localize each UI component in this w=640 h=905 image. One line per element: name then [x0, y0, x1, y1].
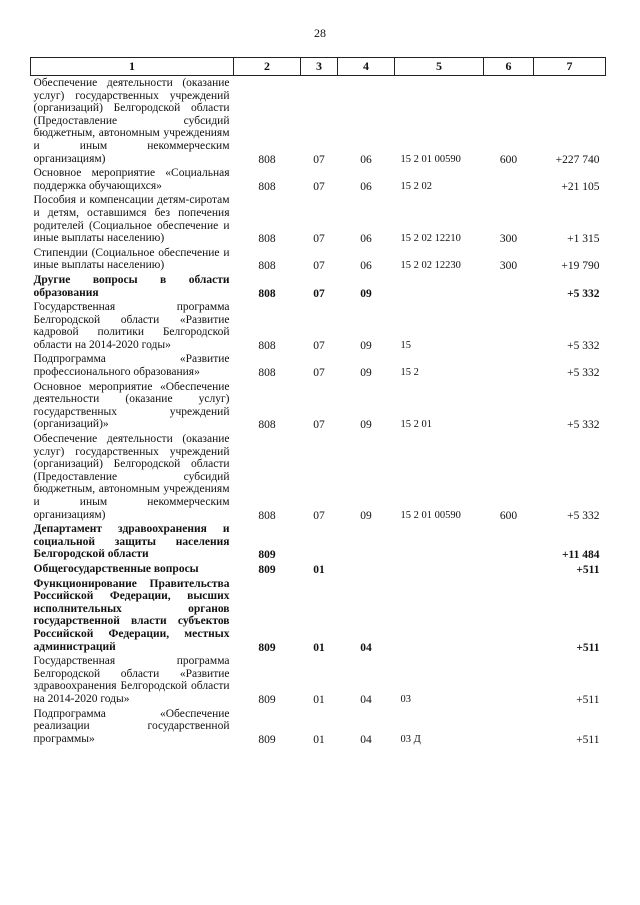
cell-target-article: 15 2 — [400, 367, 419, 379]
cell-admin-code: 809 — [258, 733, 276, 746]
cell-subsection — [338, 522, 395, 562]
cell-name: Основное мероприятие «Социальная поддержка обучающихся» — [33, 167, 230, 192]
cell-expense-type: 600 — [499, 509, 518, 522]
cell-subsection: 09 — [360, 419, 372, 432]
cell-name: Функционирование Правительства Российской Федерации, высших исполнительных органов государственной власти субъектов Российской Федерации, местных администраций — [33, 577, 230, 653]
cell-subsection: 06 — [360, 153, 372, 166]
cell-subsection: 06 — [360, 260, 372, 273]
cell-section: 01 — [313, 733, 325, 746]
cell-subsection: 09 — [360, 287, 372, 300]
cell-expense-type — [484, 707, 534, 747]
cell-target-article: 15 2 02 — [400, 180, 432, 192]
cell-target-article: 15 2 02 12230 — [400, 260, 461, 272]
cell-target-article: 15 — [400, 339, 411, 351]
cell-amount: +11 484 — [561, 549, 600, 562]
header-col-1: 1 — [31, 58, 234, 76]
cell-target-article — [395, 522, 484, 562]
cell-target-article: 15 2 01 00590 — [400, 153, 461, 165]
cell-target-article — [395, 577, 484, 655]
cell-target-article: 15 2 01 00590 — [400, 509, 461, 521]
cell-admin-code: 808 — [258, 153, 276, 166]
table-row — [31, 246, 606, 273]
cell-expense-type — [484, 352, 534, 379]
cell-expense-type — [484, 166, 534, 193]
cell-expense-type — [484, 562, 534, 577]
cell-expense-type — [484, 522, 534, 562]
cell-name: Государственная программа Белгородской области «Развитие здравоохранения Белгородской области на 2014-2020 годы» — [33, 655, 230, 705]
cell-amount: +21 105 — [561, 180, 600, 193]
cell-name: Государственная программа Белгородской области «Развитие кадровой политики Белгородской области на 2014-2020 годы» — [33, 301, 230, 351]
cell-name: Подпрограмма «Обеспечение реализации государственной программы» — [33, 707, 230, 745]
cell-expense-type — [484, 380, 534, 432]
cell-target-article — [395, 273, 484, 300]
cell-target-article — [395, 562, 484, 577]
cell-name: Основное мероприятие «Обеспечение деятельности (оказание услуг) государственных учреждений (организаций)» — [33, 380, 230, 431]
cell-amount: +5 332 — [567, 367, 600, 380]
table-row — [31, 562, 606, 577]
cell-target-article: 03 Д — [400, 733, 421, 745]
cell-name: Другие вопросы в области образования — [33, 273, 230, 299]
cell-expense-type: 300 — [499, 260, 518, 273]
cell-section: 07 — [313, 367, 325, 380]
cell-subsection: 04 — [360, 693, 372, 706]
header-col-2: 2 — [234, 58, 301, 76]
cell-section: 07 — [313, 260, 325, 273]
header-col-4: 4 — [338, 58, 395, 76]
cell-admin-code: 808 — [258, 339, 276, 352]
cell-target-article: 03 — [400, 693, 411, 705]
cell-section: 07 — [313, 153, 325, 166]
cell-admin-code: 808 — [258, 367, 276, 380]
cell-section: 07 — [313, 233, 325, 246]
cell-amount: +511 — [576, 693, 600, 706]
table-row — [31, 76, 606, 167]
header-col-7: 7 — [534, 58, 606, 76]
table-row — [31, 273, 606, 300]
cell-admin-code: 808 — [258, 509, 276, 522]
cell-expense-type: 600 — [499, 153, 518, 166]
header-col-6: 6 — [484, 58, 534, 76]
table-body — [31, 76, 606, 747]
page-number: 28 — [314, 26, 326, 40]
cell-section: 07 — [313, 509, 325, 522]
cell-name: Департамент здравоохранения и социальной защиты населения Белгородской области — [33, 523, 230, 561]
cell-subsection: 09 — [360, 367, 372, 380]
budget-table — [30, 57, 606, 746]
cell-subsection: 04 — [360, 641, 372, 654]
cell-section: 01 — [313, 641, 325, 654]
cell-amount: +511 — [576, 733, 600, 746]
cell-expense-type — [484, 654, 534, 706]
cell-subsection — [338, 562, 395, 577]
cell-subsection: 06 — [360, 180, 372, 193]
cell-admin-code: 808 — [258, 180, 276, 193]
table-row — [31, 654, 606, 706]
cell-target-article: 15 2 02 12210 — [400, 233, 461, 245]
cell-amount: +1 315 — [567, 233, 600, 246]
table-row — [31, 380, 606, 432]
table-row — [31, 432, 606, 522]
header-col-5: 5 — [395, 58, 484, 76]
table-row — [31, 577, 606, 655]
cell-admin-code: 808 — [258, 287, 276, 300]
cell-section: 07 — [313, 419, 325, 432]
cell-section: 07 — [313, 339, 325, 352]
cell-section — [301, 522, 338, 562]
cell-name: Обеспечение деятельности (оказание услуг) государственных учреждений (организаций) Белгородской области (Предоставление субсидий бюджетным, автономным учреждениям и иным некоммерческим организациям) — [33, 433, 230, 521]
cell-subsection: 04 — [360, 733, 372, 746]
cell-amount: +5 332 — [567, 287, 600, 300]
table-row — [31, 166, 606, 193]
cell-name: Стипендии (Социальное обеспечение и иные выплаты населению) — [33, 246, 230, 272]
cell-amount: +19 790 — [561, 260, 600, 273]
cell-subsection: 09 — [360, 509, 372, 522]
cell-section: 07 — [313, 180, 325, 193]
cell-expense-type — [484, 273, 534, 300]
cell-admin-code: 809 — [258, 549, 276, 562]
cell-amount: +511 — [576, 641, 600, 654]
table-row — [31, 193, 606, 245]
header-col-3: 3 — [301, 58, 338, 76]
cell-admin-code: 809 — [258, 641, 276, 654]
cell-admin-code: 808 — [258, 260, 276, 273]
cell-section: 01 — [313, 563, 325, 576]
table-row — [31, 352, 606, 379]
table-row — [31, 522, 606, 562]
cell-amount: +5 332 — [567, 339, 600, 352]
table-row — [31, 707, 606, 747]
cell-name: Обеспечение деятельности (оказание услуг) государственных учреждений (организаций) Белгородской области (Предоставление субсидий бюджетным, автономным учреждениям и иным некоммерческим организациям) — [33, 77, 230, 165]
cell-name: Подпрограмма «Развитие профессионального образования» — [33, 353, 230, 379]
cell-section: 01 — [313, 693, 325, 706]
cell-admin-code: 809 — [258, 693, 276, 706]
cell-amount: +5 332 — [567, 509, 600, 522]
cell-subsection: 09 — [360, 339, 372, 352]
cell-admin-code: 808 — [258, 233, 276, 246]
cell-amount: +5 332 — [567, 419, 600, 432]
cell-expense-type — [484, 577, 534, 655]
table-row — [31, 300, 606, 352]
cell-admin-code: 808 — [258, 419, 276, 432]
cell-subsection: 06 — [360, 233, 372, 246]
cell-amount: +227 740 — [555, 153, 600, 166]
cell-name: Пособия и компенсации детям-сиротам и детям, оставшимся без попечения родителей (Социальное обеспечение и иные выплаты населению) — [33, 194, 230, 245]
cell-name: Общегосударственные вопросы — [33, 562, 199, 575]
cell-expense-type: 300 — [499, 233, 518, 246]
cell-admin-code: 809 — [258, 563, 276, 576]
cell-expense-type — [484, 300, 534, 352]
cell-amount: +511 — [576, 563, 600, 576]
cell-target-article: 15 2 01 — [400, 419, 432, 431]
table-header-row — [31, 58, 606, 76]
cell-section: 07 — [313, 287, 325, 300]
